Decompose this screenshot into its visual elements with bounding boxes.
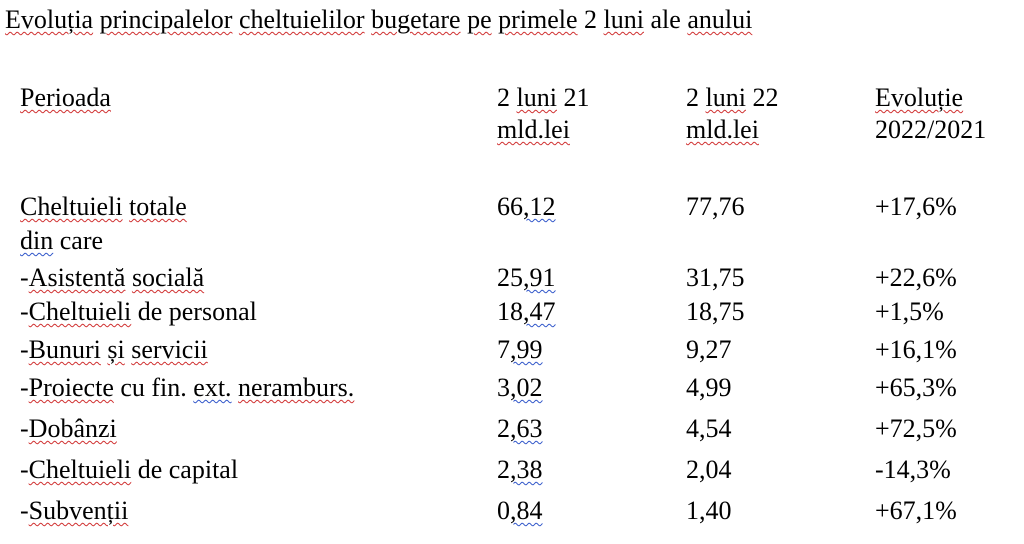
row-label [20, 334, 208, 366]
row-value-2021 [497, 296, 556, 328]
row-evolution: -14,3% [875, 455, 951, 484]
label-text: ext. [193, 373, 232, 402]
value-text: ,63 [510, 414, 543, 443]
row-value-2022: 31,75 [686, 263, 745, 292]
title-word: ale [650, 5, 681, 34]
value-text: 3 [497, 373, 510, 402]
row-evolution: +1,5% [875, 297, 944, 326]
value-text: ,99 [510, 335, 543, 364]
header-col-2021 [497, 82, 589, 114]
label-text: - [20, 335, 29, 364]
label-text: de personal [137, 297, 257, 326]
header-col-2021-unit: mld.lei [497, 115, 570, 144]
value-text: 2 [497, 414, 510, 443]
row-value-2021 [497, 495, 543, 527]
header-text: 2 [686, 83, 699, 112]
row-value-2021 [497, 262, 556, 294]
label-text: Asistentă [28, 263, 126, 292]
row-label [20, 454, 238, 486]
row-evolution: +65,3% [875, 373, 957, 402]
label-text: care [59, 226, 104, 255]
value-text: 66 [497, 192, 523, 221]
label-text: Bunuri [28, 335, 101, 364]
row-evolution: +22,6% [875, 263, 957, 292]
header-text: luni [516, 83, 557, 112]
label-text: - [20, 263, 29, 292]
value-text: ,12 [523, 192, 556, 221]
label-text: Cheltuieli [28, 297, 132, 326]
row-value-2022: 9,27 [686, 335, 732, 364]
label-text: și [107, 335, 125, 364]
row-label [20, 262, 204, 294]
value-text: 0 [497, 496, 510, 525]
document-title [5, 4, 752, 36]
row-value-2022: 4,54 [686, 414, 732, 443]
title-word: bugetare [371, 5, 461, 34]
row-label [20, 413, 117, 445]
label-text: servicii [131, 335, 208, 364]
label-text: Cheltuieli [20, 192, 123, 221]
label-text: Subvenții [28, 496, 129, 525]
value-text: 18 [497, 297, 523, 326]
header-text: luni [705, 83, 746, 112]
row-value-2021 [497, 413, 543, 445]
label-text: - [20, 496, 29, 525]
label-text: - [20, 455, 29, 484]
value-text: ,38 [510, 455, 543, 484]
row-label [20, 225, 103, 257]
row-evolution: +67,1% [875, 496, 957, 525]
label-text: de capital [137, 455, 239, 484]
value-text: ,47 [523, 297, 556, 326]
row-evolution: +72,5% [875, 414, 957, 443]
row-value-2022: 1,40 [686, 496, 732, 525]
row-evolution: +16,1% [875, 335, 957, 364]
header-text: 21 [563, 83, 590, 112]
label-text: totale [129, 192, 187, 221]
title-word: principalelor [99, 5, 233, 34]
title-word: luni [603, 5, 644, 34]
title-word: pe [467, 5, 492, 34]
row-label [20, 495, 128, 527]
label-text: - [20, 297, 29, 326]
value-text: 25 [497, 263, 523, 292]
label-text: - [20, 373, 29, 402]
row-value-2022: 4,99 [686, 373, 732, 402]
title-word: 2 [584, 5, 598, 34]
value-text: ,02 [510, 373, 543, 402]
value-text: 7 [497, 335, 510, 364]
header-period: Perioada [20, 83, 111, 112]
title-word: cheltuielilor [238, 5, 365, 34]
label-text: din [20, 226, 54, 255]
row-value-2021 [497, 191, 556, 223]
header-text: 22 [752, 83, 779, 112]
title-word: anului [687, 5, 753, 34]
label-text: Cheltuieli [28, 455, 132, 484]
label-text: Proiecte [28, 373, 114, 402]
row-label [20, 372, 354, 404]
row-value-2021 [497, 454, 543, 486]
value-text: 2 [497, 455, 510, 484]
row-value-2022: 2,04 [686, 455, 732, 484]
label-text: cu fin. [120, 373, 187, 402]
label-text: - [20, 414, 29, 443]
row-label [20, 296, 257, 328]
header-text: 2 [497, 83, 510, 112]
value-text: ,84 [510, 496, 543, 525]
label-text: neramburs. [238, 373, 355, 402]
row-evolution: +17,6% [875, 192, 957, 221]
row-value-2022: 18,75 [686, 297, 745, 326]
label-text: Dobânzi [28, 414, 117, 443]
row-value-2021 [497, 334, 543, 366]
row-value-2021 [497, 372, 543, 404]
row-value-2022: 77,76 [686, 192, 745, 221]
header-col-evolution: Evoluție [875, 83, 964, 112]
row-label [20, 191, 187, 223]
title-word: primele [498, 5, 578, 34]
header-col-evolution-period: 2022/2021 [875, 115, 987, 144]
header-col-2022 [686, 82, 778, 114]
label-text: socială [131, 263, 205, 292]
value-text: ,91 [523, 263, 556, 292]
title-word: Evoluția [5, 5, 94, 34]
header-col-2022-unit: mld.lei [686, 115, 759, 144]
